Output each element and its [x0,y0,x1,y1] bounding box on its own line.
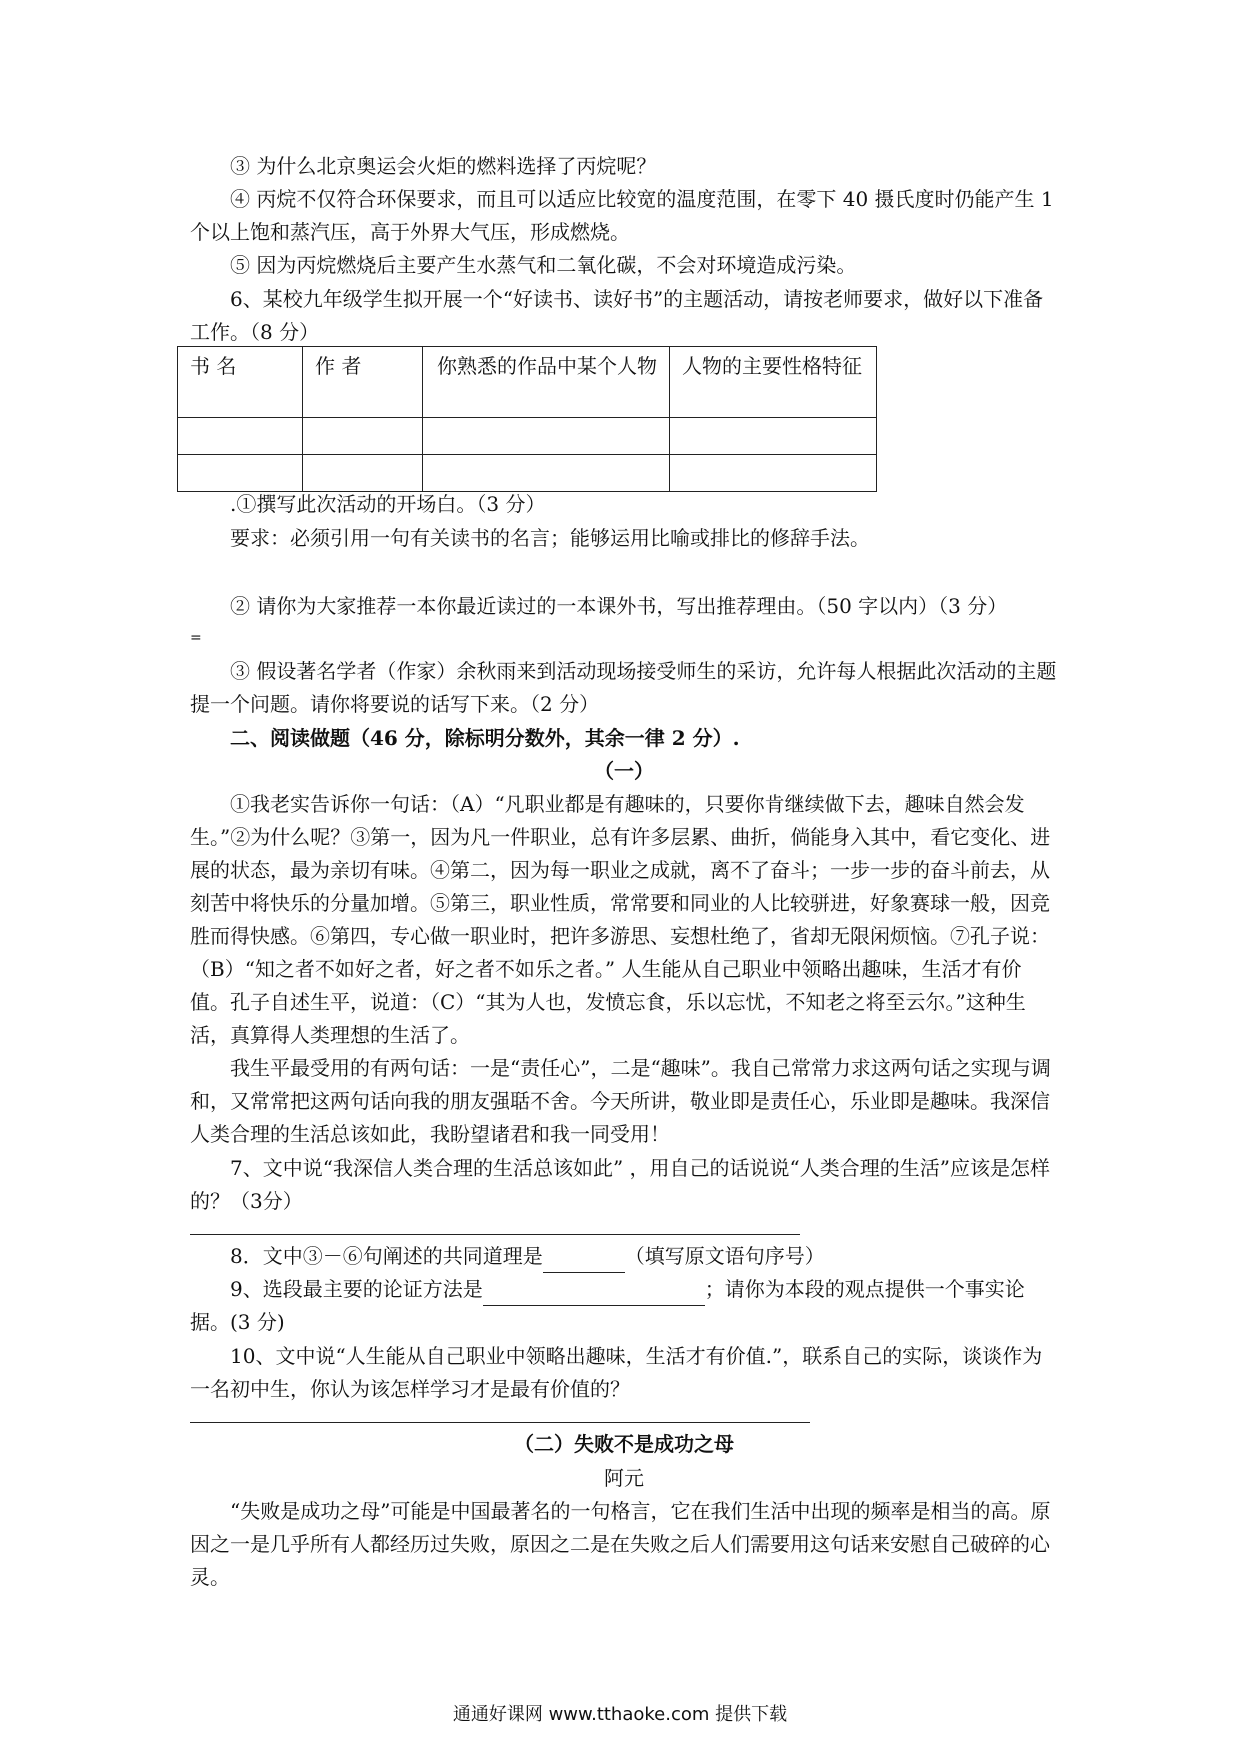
question-9-text: 9、选段最主要的论证方法是 [230,1277,483,1301]
part-1-paragraph-2: 我生平最受用的有两句话：一是“责任心”，二是“趣味”。我自己常常力求这两句话之实现与调和，又常常把这两句话向我的朋友强聒不舍。今天所讲，敬业即是责任心，乐业即是趣味。我深信人类合理的生活总该如此，我盼望诸君和我一同受用！ [190,1056,1051,1146]
answer-line-q7[interactable] [190,1234,800,1235]
table-row [178,418,877,455]
question-6-2: ② 请你为大家推荐一本你最近读过的一本课外书，写出推荐理由。（50 字以内）（3 分） [230,594,1008,618]
question-6-1-requirement: 要求：必须引用一句有关读书的名言；能够运用比喻或排比的修辞手法。 [230,526,870,550]
part-1-paragraph-1: ①我老实告诉你一句话：（A）“凡职业都是有趣味的，只要你肯继续做下去，趣味自然会发生。”②为什么呢？③第一，因为凡一件职业，总有许多层累、曲折，倘能身入其中，看它变化、进展的状态，最为亲切有味。④第二，因为每一职业之成就，离不了奋斗；一步一步的奋斗前去，从刻苦中将快乐的分量加增。⑤第三，职业性质，常常要和同业的人比较骈进，好象赛球一般，因竞胜而得快感。⑥第四，专心做一职业时，把许多游思、妄想杜绝了，省却无限闲烦恼。⑦孔子说：（B）“知之者不如好之者，好之者不如乐之者。” 人生能从自己职业中领略出趣味，生活才有价值。孔子自述生平，说道：（C）“其为人也，发愤忘食，乐以忘忧，不知老之将至云尔。”这种生活，真算得人类理想的生活了。 [190,792,1051,1047]
table-cell[interactable] [423,418,670,455]
answer-blank-q9[interactable] [483,1281,705,1306]
question-8-text: 8．文中③－⑥句阐述的共同道理是 [230,1244,543,1268]
part-1-title: （一） [594,759,654,783]
question-8 [190,1240,1058,1273]
item-3: ③ 为什么北京奥运会火炬的燃料选择了丙烷呢？ [230,154,657,178]
table-header-cell: 你熟悉的作品中某个人物 [423,347,670,418]
question-7: 7、文中说“我深信人类合理的生活总该如此” ，用自己的话说说“人类合理的生活”应该是怎样的？（3分） [190,1156,1050,1213]
question-10: 10、文中说“人生能从自己职业中领略出趣味，生活才有价值.”，联系自己的实际，谈谈作为一名初中生，你认为该怎样学习才是最有价值的？ [190,1344,1043,1401]
question-6-3: ③ 假设著名学者（作家）余秋雨来到活动现场接受师生的采访，允许每人根据此次活动的主题提一个问题。请你将要说的话写下来。（2 分） [190,659,1057,716]
question-8-hint: （填写原文语句序号） [624,1244,825,1268]
table-cell[interactable] [178,418,303,455]
item-5: ⑤ 因为丙烷燃烧后主要产生水蒸气和二氧化碳，不会对环境造成污染。 [230,253,857,277]
question-9 [190,1273,1058,1339]
part-2-title: （二）失败不是成功之母 [514,1432,734,1456]
page-footer: 通通好课网 www.tthaoke.com 提供下载 [452,1704,788,1725]
question-6-2-mark: = [190,630,202,646]
table-header-cell: 人物的主要性格特征 [670,347,877,418]
part-2-paragraph-1: “失败是成功之母”可能是中国最著名的一句格言，它在我们生活中出现的频率是相当的高。原因之一是几乎所有人都经历过失败，原因之二是在失败之后人们需要用这句话来安慰自己破碎的心灵。 [190,1499,1051,1589]
table-header-cell: 作 者 [303,347,423,418]
answer-line-q10[interactable] [190,1422,810,1423]
table-row [178,455,877,492]
table-cell[interactable] [178,455,303,492]
table-cell[interactable] [423,455,670,492]
table-cell[interactable] [303,455,423,492]
section-2-heading: 二、阅读做题（46 分，除标明分数外，其余一律 2 分）. [230,726,740,750]
question-9-tail: ；请你为本段的观点提供一个事实论据。(3 分) [190,1277,1025,1334]
table-cell[interactable] [670,455,877,492]
part-2-author: 阿元 [604,1466,644,1490]
table-cell[interactable] [670,418,877,455]
answer-blank-q8[interactable] [543,1248,625,1273]
item-4: ④ 丙烷不仅符合环保要求，而且可以适应比较宽的温度范围，在零下 40 摄氏度时仍能产生 1 个以上饱和蒸汽压，高于外界大气压，形成燃烧。 [190,187,1054,244]
table-cell[interactable] [303,418,423,455]
question-6-1: .①撰写此次活动的开场白。（3 分） [230,492,546,516]
table-header-cell: 书 名 [178,347,303,418]
reading-table [177,346,877,492]
table-header-row [178,347,877,418]
question-6: 6、某校九年级学生拟开展一个“好读书、读好书”的主题活动，请按老师要求，做好以下准备工作。（8 分） [190,287,1044,344]
